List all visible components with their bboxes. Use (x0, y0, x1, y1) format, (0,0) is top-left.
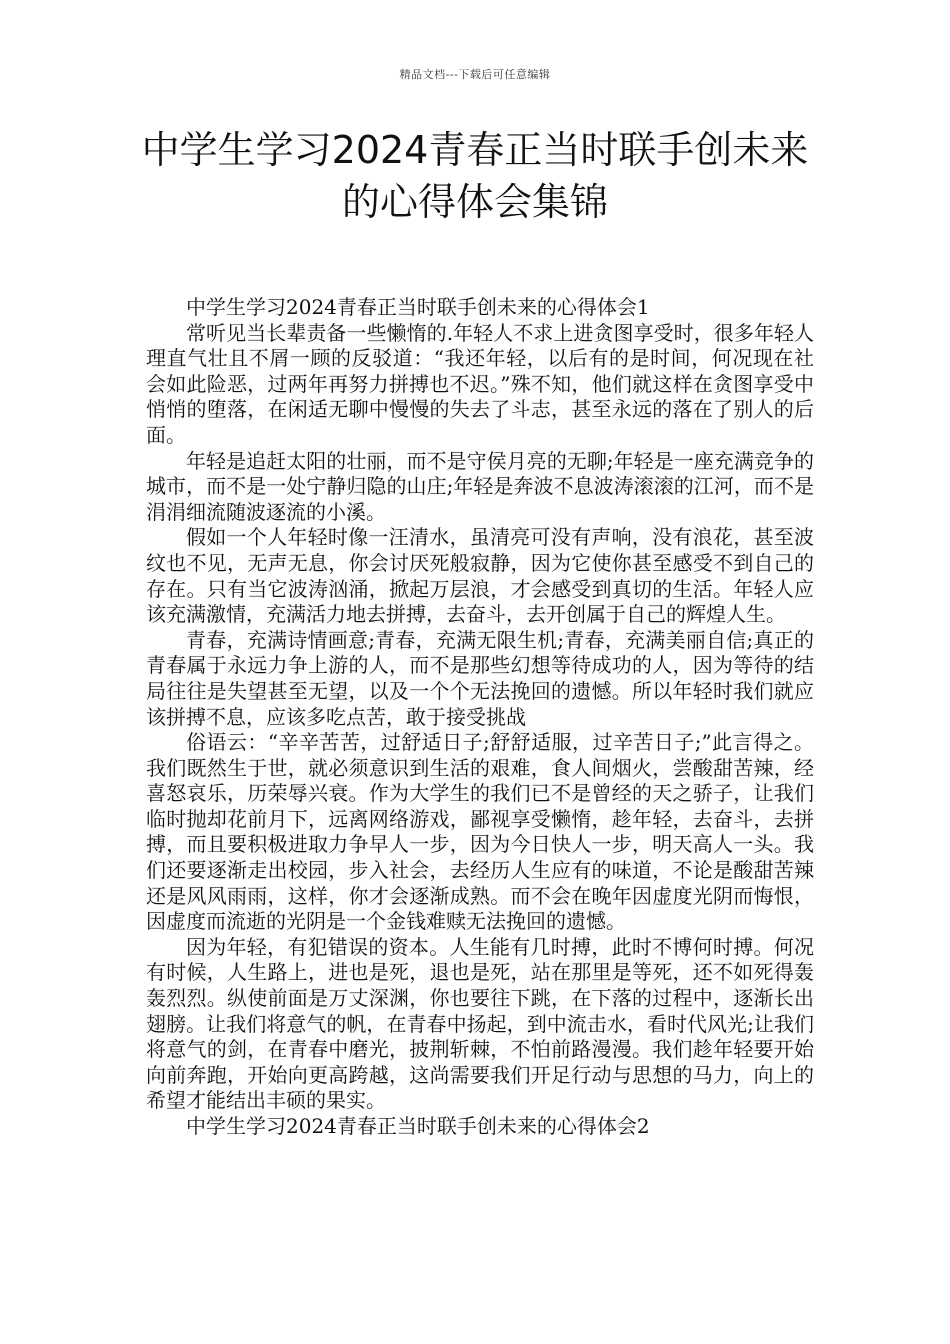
document-body (146, 295, 814, 1140)
body-paragraph: 因为年轻，有犯错误的资本。人生能有几时搏，此时不博何时搏。何况有时候，人生路上，进也是死，退也是死，站在那里是等死，还不如死得轰轰烈烈。纵使前面是万丈深渊，你也要往下跳，在下落的过程中，逐渐长出翅膀。让我们将意气的帆，在青春中扬起，到中流击水，看时代风光;让我们将意气的剑，在青春中磨光，披荆斩棘，不怕前路漫漫。我们趁年轻要开始向前奔跑，开始向更高跨越，这尚需要我们开足行动与思想的马力，向上的希望才能结出丰硕的果实。 (146, 934, 814, 1113)
body-paragraph: 俗语云：“辛辛苦苦，过舒适日子;舒舒适服，过辛苦日子;”此言得之。我们既然生于世，就必须意识到生活的艰难，食人间烟火，尝酸甜苦辣，经喜怒哀乐，历荣辱兴衰。作为大学生的我们已不是曾经的天之骄子，让我们临时抛却花前月下，远离网络游戏，鄙视享受懒惰，趁年轻，去奋斗，去拼搏，而且要积极进取力争早人一步，因为今日快人一步，明天高人一头。我们还要逐渐走出校园，步入社会，去经历人生应有的味道，不论是酸甜苦辣还是风风雨雨，这样，你才会逐渐成熟。而不会在晚年因虚度光阴而悔恨，因虚度而流逝的光阴是一个金钱难赎无法挽回的遗憾。 (146, 730, 814, 934)
body-paragraph: 常听见当长辈责备一些懒惰的.年轻人不求上进贪图享受时，很多年轻人理直气壮且不屑一顾的反驳道：“我还年轻，以后有的是时间，何况现在社会如此险恶，过两年再努力拼搏也不迟。”殊不知，他们就这样在贪图享受中悄悄的堕落，在闲适无聊中慢慢的失去了斗志，甚至永远的落在了别人的后面。 (146, 320, 814, 447)
section-heading-2: 中学生学习2024青春正当时联手创未来的心得体会2 (186, 1114, 650, 1138)
document-title: 中学生学习2024青春正当时联手创未来的心得体会集锦 (141, 128, 809, 224)
body-paragraph: 假如一个人年轻时像一汪清水，虽清亮可没有声响，没有浪花，甚至波纹也不见，无声无息，你会讨厌死般寂静，因为它使你甚至感受不到自己的存在。只有当它波涛汹涌，掀起万层浪，才会感受到真切的生活。年轻人应该充满激情，充满活力地去拼搏，去奋斗，去开创属于自己的辉煌人生。 (146, 525, 814, 627)
body-paragraph: 青春，充满诗情画意;青春，充满无限生机;青春，充满美丽自信;真正的青春属于永远力争上游的人，而不是那些幻想等待成功的人，因为等待的结局往往是失望甚至无望，以及一个个无法挽回的遗憾。所以年轻时我们就应该拼搏不息，应该多吃点苦，敢于接受挑战 (146, 627, 814, 729)
body-paragraph: 年轻是追赶太阳的壮丽，而不是守侯月亮的无聊;年轻是一座充满竞争的城市，而不是一处宁静归隐的山庄;年轻是奔波不息波涛滚滚的江河，而不是涓涓细流随波逐流的小溪。 (146, 448, 814, 524)
section-heading-1: 中学生学习2024青春正当时联手创未来的心得体会1 (186, 295, 650, 319)
header-note: 精品文档---下载后可任意编辑 (399, 68, 551, 81)
